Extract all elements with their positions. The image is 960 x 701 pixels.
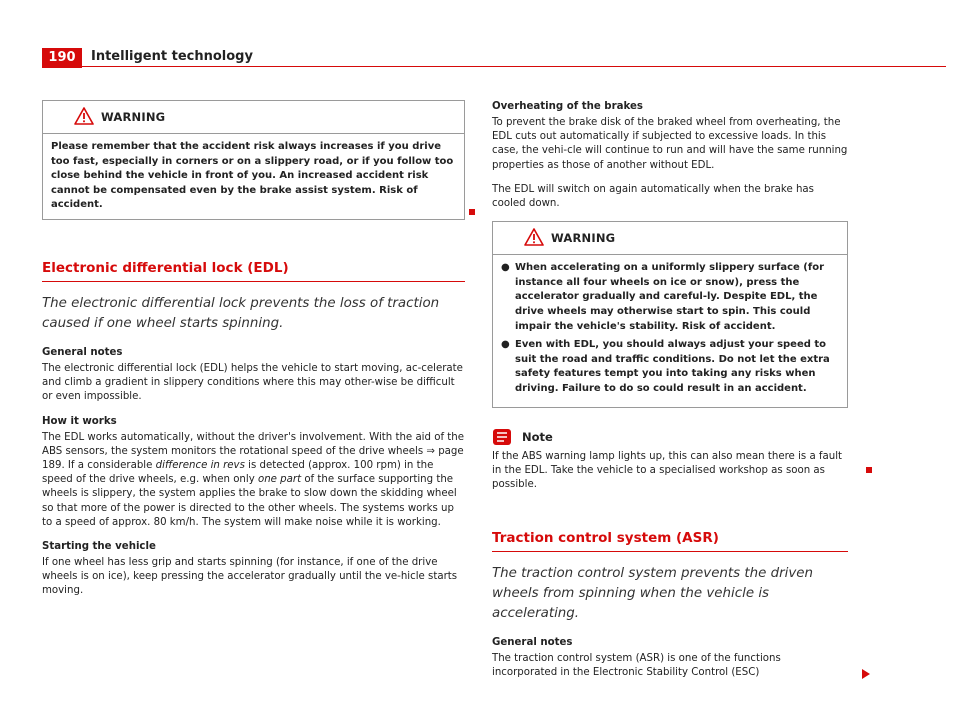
how-it-works-heading: How it works [42, 415, 117, 427]
right-column [492, 100, 848, 691]
overheating-text: To prevent the brake disk of the braked wheel from overheating, the EDL cuts out automatically if subjected to excessive loads. In this case, the vehi-cle will continue to run and will have the same running properties as those of another without EDL. [492, 117, 848, 171]
warning-box-2 [492, 221, 848, 407]
overheating-text-2: The EDL will switch on again automatically when the brake has cooled down. [492, 183, 814, 210]
warning-text: Please remember that the accident risk always increases if you drive too fast, especially in corners or on a slippery road, or if you follow too close behind the vehicle in front of you. An increased accident risk cannot be compensated even by the brake assist system. Risk of accident. [51, 141, 454, 211]
starting-vehicle-text: If one wheel has less grip and starts spinning (for instance, if one of the drive wheels is on ice), keep pressing the accelerator gradually until the ve-hicle starts moving. [42, 557, 458, 597]
header-rule [82, 66, 946, 67]
warning-header-2 [493, 222, 847, 255]
page-number: 190 [42, 48, 82, 68]
warning-bullet: ● Even with EDL, you should always adjust your speed to suit the road and traffic conditions. Do not let the extra safety features tempt you into taking any risks when driving. Failure to do so could result in an accident. [501, 339, 830, 394]
general-notes-text: The electronic differential lock (EDL) helps the vehicle to start moving, ac-celerate and climb a gradient in slippery conditions where this may other-wise be difficult or even impossible. [42, 362, 463, 403]
overheating-heading: Overheating of the brakes [492, 101, 643, 112]
warning-body-2 [493, 255, 847, 406]
section-intro-edl: The electronic differential lock prevents the loss of traction caused if one wheel starts spinning. [42, 295, 440, 331]
warning-header [43, 101, 464, 134]
running-title: Intelligent technology [91, 49, 253, 64]
general-notes-heading-asr: General notes [492, 637, 573, 649]
warning-label-2: WARNING [551, 231, 616, 246]
warning-label: WARNING [101, 110, 166, 124]
warning-bullet: ● When accelerating on a uniformly slippery surface (for instance all four wheels on ice or snow), press the accelerator gradually and careful-ly. Despite EDL, the drive wheels may otherwise start to spin. This could impair the vehicle's stability. Risk of accident. [501, 262, 824, 332]
note-header [492, 426, 848, 448]
note-icon [492, 428, 512, 446]
section-title-edl: Electronic differential lock (EDL) [42, 260, 465, 282]
section-intro-asr: The traction control system prevents the driven wheels from spinning when the vehicle is accelerating. [492, 566, 814, 622]
warning-triangle-icon [74, 107, 94, 125]
starting-vehicle-heading: Starting the vehicle [42, 541, 156, 552]
note-text: If the ABS warning lamp lights up, this can also mean there is a fault in the EDL. Take the vehicle to a specialised workshop as soon as possible. [492, 450, 843, 490]
general-notes-heading: General notes [42, 346, 123, 358]
warning-box [42, 100, 465, 220]
end-mark [469, 209, 475, 215]
end-mark [866, 467, 872, 473]
continue-arrow-icon [862, 669, 870, 679]
section-title-asr: Traction control system (ASR) [492, 530, 848, 552]
note-label: Note [522, 429, 553, 444]
general-notes-text-asr: The traction control system (ASR) is one of the functions incorporated in the Electronic Stability Control (ESC) [492, 653, 781, 679]
left-column [42, 100, 465, 609]
warning-triangle-icon [524, 228, 544, 246]
how-it-works-text: The EDL works automatically, without the driver's involvement. With the aid of the ABS sensors, the system monitors the rotational speed of the drive wheels ⇒ page 189. If a considerable difference in revs is detected (approx. 100 rpm) in the speed of the drive wheels, e.g. when only one part of the surface supporting the wheels is slippery, the system applies the brake to slow down the skidding wheel so that more of the power is directed to the other wheels. The systems works up to a speed of approx. 80 km/h. The system will make noise while it is working. [42, 431, 464, 528]
